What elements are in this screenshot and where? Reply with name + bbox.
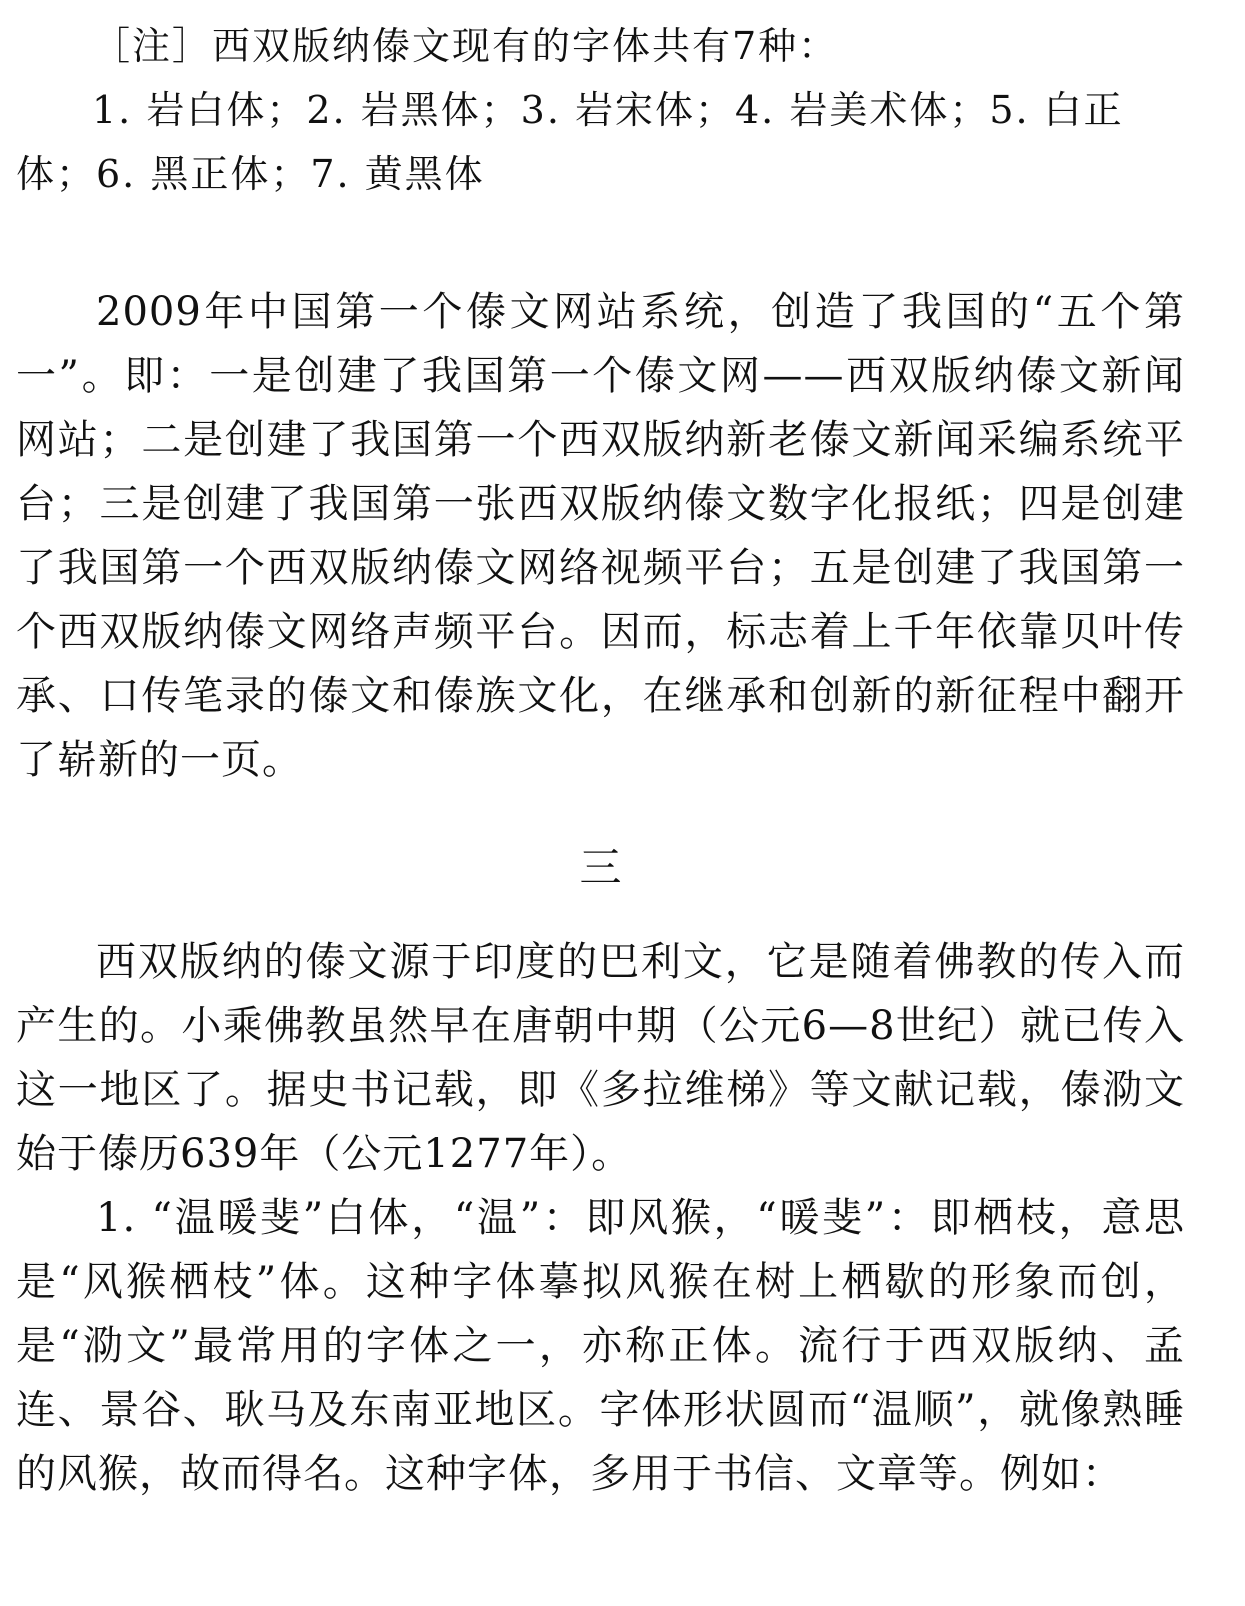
section-heading-three: 三 xyxy=(579,843,622,892)
note-font-list: 1. 岩白体；2. 岩黑体；3. 岩宋体；4. 岩美术体；5. 白正体；6. 黑正体；7. 黄黑体 xyxy=(16,88,1124,196)
paragraph-font-wennuanfei: 1. “温暖斐”白体，“温”：即风猴，“暖斐”：即栖枝，意思是“风猴栖枝”体。这种字体摹拟风猴在树上栖歇的形象而创，是“泐文”最常用的字体之一，亦称正体。流行于西双版纳、孟连、景谷、耿马及东南亚地区。字体形状圆而“温顺”，就像熟睡的风猴，故而得名。这种字体，多用于书信、文章等。例如： xyxy=(16,1195,1185,1497)
paragraph-five-firsts: 2009年中国第一个傣文网站系统，创造了我国的“五个第一”。即：一是创建了我国第一个傣文网——西双版纳傣文新闻网站；二是创建了我国第一个西双版纳新老傣文新闻采编系统平台；三是创建了我国第一张西双版纳傣文数字化报纸；四是创建了我国第一个西双版纳傣文网络视频平台；五是创建了我国第一个西双版纳傣文网络声频平台。因而，标志着上千年依靠贝叶传承、口传笔录的傣文和傣族文化，在继承和创新的新征程中翻开了崭新的一页。 xyxy=(16,289,1185,783)
paragraph-dai-script-origin: 西双版纳的傣文源于印度的巴利文，它是随着佛教的传入而产生的。小乘佛教虽然早在唐朝中期（公元6—8世纪）就已传入这一地区了。据史书记载，即《多拉维梯》等文献记载，傣泐文始于傣历639年（公元1277年）。 xyxy=(16,939,1185,1177)
note-lead: ［注］西双版纳傣文现有的字体共有7种： xyxy=(92,24,839,68)
font-note xyxy=(16,14,1185,206)
